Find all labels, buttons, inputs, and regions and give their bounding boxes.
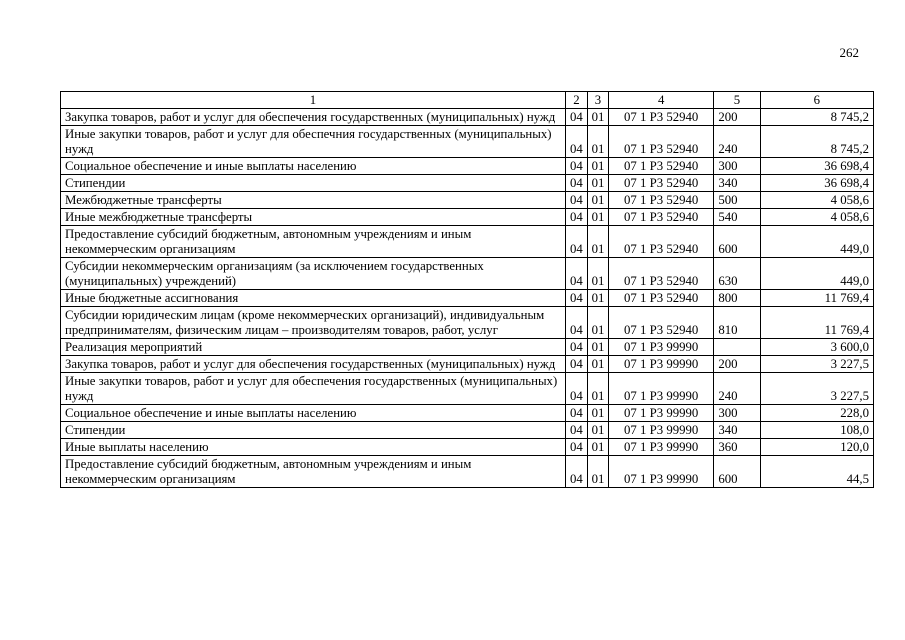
row-target-article-cell: 07 1 Р3 52940 bbox=[609, 126, 714, 158]
table-row bbox=[61, 339, 874, 356]
row-target-article-cell: 07 1 Р3 99990 bbox=[609, 373, 714, 405]
row-name-cell: Иные выплаты населению bbox=[61, 439, 566, 456]
row-section-cell: 04 bbox=[565, 126, 587, 158]
row-amount-cell: 449,0 bbox=[760, 258, 873, 290]
row-subsection-cell: 01 bbox=[587, 192, 608, 209]
row-subsection-cell: 01 bbox=[587, 258, 608, 290]
row-name-cell: Иные бюджетные ассигнования bbox=[61, 290, 566, 307]
row-section-cell: 04 bbox=[565, 339, 587, 356]
row-amount-cell: 8 745,2 bbox=[760, 109, 873, 126]
page-number: 262 bbox=[839, 45, 859, 60]
row-target-article-cell: 07 1 Р3 99990 bbox=[609, 339, 714, 356]
row-expense-type-cell: 200 bbox=[714, 109, 760, 126]
row-target-article-cell: 07 1 Р3 99990 bbox=[609, 439, 714, 456]
table-row bbox=[61, 226, 874, 258]
row-target-article-cell: 07 1 Р3 52940 bbox=[609, 158, 714, 175]
row-section-cell: 04 bbox=[565, 356, 587, 373]
table-row bbox=[61, 439, 874, 456]
header-col-1: 1 bbox=[61, 92, 566, 109]
row-section-cell: 04 bbox=[565, 373, 587, 405]
row-subsection-cell: 01 bbox=[587, 356, 608, 373]
row-section-cell: 04 bbox=[565, 175, 587, 192]
table-row bbox=[61, 192, 874, 209]
table-row bbox=[61, 158, 874, 175]
row-target-article-cell: 07 1 Р3 52940 bbox=[609, 290, 714, 307]
row-name-cell: Предоставление субсидий бюджетным, автономным учреждениям и иным некоммерческим организациям bbox=[61, 226, 566, 258]
row-amount-cell: 36 698,4 bbox=[760, 158, 873, 175]
row-section-cell: 04 bbox=[565, 158, 587, 175]
row-target-article-cell: 07 1 Р3 99990 bbox=[609, 356, 714, 373]
row-subsection-cell: 01 bbox=[587, 290, 608, 307]
row-expense-type-cell: 500 bbox=[714, 192, 760, 209]
row-amount-cell: 108,0 bbox=[760, 422, 873, 439]
row-amount-cell: 3 600,0 bbox=[760, 339, 873, 356]
row-expense-type-cell bbox=[714, 339, 760, 356]
row-expense-type-cell: 200 bbox=[714, 356, 760, 373]
table-row bbox=[61, 405, 874, 422]
row-expense-type-cell: 810 bbox=[714, 307, 760, 339]
table-row bbox=[61, 126, 874, 158]
row-subsection-cell: 01 bbox=[587, 439, 608, 456]
row-amount-cell: 36 698,4 bbox=[760, 175, 873, 192]
row-target-article-cell: 07 1 Р3 99990 bbox=[609, 405, 714, 422]
row-name-cell: Субсидии юридическим лицам (кроме некоммерческих организаций), индивидуальным предпринимателям, физическим лицам – производителям товаров, работ, услуг bbox=[61, 307, 566, 339]
row-section-cell: 04 bbox=[565, 258, 587, 290]
row-section-cell: 04 bbox=[565, 307, 587, 339]
row-expense-type-cell: 300 bbox=[714, 158, 760, 175]
table-row bbox=[61, 307, 874, 339]
row-section-cell: 04 bbox=[565, 290, 587, 307]
row-name-cell: Реализация мероприятий bbox=[61, 339, 566, 356]
row-expense-type-cell: 600 bbox=[714, 456, 760, 488]
row-name-cell: Предоставление субсидий бюджетным, автономным учреждениям и иным некоммерческим организациям bbox=[61, 456, 566, 488]
table-row bbox=[61, 258, 874, 290]
row-expense-type-cell: 540 bbox=[714, 209, 760, 226]
table-row bbox=[61, 373, 874, 405]
row-expense-type-cell: 240 bbox=[714, 373, 760, 405]
row-name-cell: Межбюджетные трансферты bbox=[61, 192, 566, 209]
row-expense-type-cell: 300 bbox=[714, 405, 760, 422]
header-col-4: 4 bbox=[609, 92, 714, 109]
row-expense-type-cell: 240 bbox=[714, 126, 760, 158]
row-amount-cell: 3 227,5 bbox=[760, 356, 873, 373]
row-subsection-cell: 01 bbox=[587, 126, 608, 158]
row-section-cell: 04 bbox=[565, 109, 587, 126]
row-subsection-cell: 01 bbox=[587, 175, 608, 192]
row-amount-cell: 11 769,4 bbox=[760, 290, 873, 307]
row-name-cell: Стипендии bbox=[61, 175, 566, 192]
table-row bbox=[61, 209, 874, 226]
row-subsection-cell: 01 bbox=[587, 456, 608, 488]
row-subsection-cell: 01 bbox=[587, 226, 608, 258]
row-name-cell: Закупка товаров, работ и услуг для обеспечения государственных (муниципальных) нужд bbox=[61, 356, 566, 373]
row-section-cell: 04 bbox=[565, 422, 587, 439]
table-body bbox=[61, 109, 874, 488]
row-amount-cell: 44,5 bbox=[760, 456, 873, 488]
row-name-cell: Субсидии некоммерческим организациям (за исключением государственных (муниципальных) учреждений) bbox=[61, 258, 566, 290]
header-col-2: 2 bbox=[565, 92, 587, 109]
row-amount-cell: 449,0 bbox=[760, 226, 873, 258]
table-header bbox=[61, 92, 874, 109]
header-col-3: 3 bbox=[587, 92, 608, 109]
row-subsection-cell: 01 bbox=[587, 158, 608, 175]
row-subsection-cell: 01 bbox=[587, 109, 608, 126]
row-expense-type-cell: 600 bbox=[714, 226, 760, 258]
row-section-cell: 04 bbox=[565, 456, 587, 488]
row-target-article-cell: 07 1 Р3 52940 bbox=[609, 209, 714, 226]
row-amount-cell: 120,0 bbox=[760, 439, 873, 456]
row-target-article-cell: 07 1 Р3 52940 bbox=[609, 192, 714, 209]
row-subsection-cell: 01 bbox=[587, 339, 608, 356]
row-name-cell: Закупка товаров, работ и услуг для обеспечения государственных (муниципальных) нужд bbox=[61, 109, 566, 126]
table-row bbox=[61, 175, 874, 192]
row-section-cell: 04 bbox=[565, 209, 587, 226]
row-expense-type-cell: 360 bbox=[714, 439, 760, 456]
row-expense-type-cell: 630 bbox=[714, 258, 760, 290]
row-name-cell: Социальное обеспечение и иные выплаты населению bbox=[61, 405, 566, 422]
row-amount-cell: 4 058,6 bbox=[760, 192, 873, 209]
table-row bbox=[61, 356, 874, 373]
row-target-article-cell: 07 1 Р3 52940 bbox=[609, 109, 714, 126]
row-section-cell: 04 bbox=[565, 439, 587, 456]
table-row bbox=[61, 456, 874, 488]
row-section-cell: 04 bbox=[565, 192, 587, 209]
row-section-cell: 04 bbox=[565, 226, 587, 258]
table-row bbox=[61, 109, 874, 126]
row-subsection-cell: 01 bbox=[587, 307, 608, 339]
row-name-cell: Иные межбюджетные трансферты bbox=[61, 209, 566, 226]
row-expense-type-cell: 340 bbox=[714, 175, 760, 192]
row-amount-cell: 4 058,6 bbox=[760, 209, 873, 226]
budget-table bbox=[60, 91, 874, 488]
row-target-article-cell: 07 1 Р3 52940 bbox=[609, 226, 714, 258]
row-amount-cell: 8 745,2 bbox=[760, 126, 873, 158]
row-subsection-cell: 01 bbox=[587, 373, 608, 405]
row-expense-type-cell: 340 bbox=[714, 422, 760, 439]
row-amount-cell: 11 769,4 bbox=[760, 307, 873, 339]
row-target-article-cell: 07 1 Р3 52940 bbox=[609, 307, 714, 339]
row-target-article-cell: 07 1 Р3 52940 bbox=[609, 258, 714, 290]
row-target-article-cell: 07 1 Р3 99990 bbox=[609, 456, 714, 488]
header-col-6: 6 bbox=[760, 92, 873, 109]
row-expense-type-cell: 800 bbox=[714, 290, 760, 307]
row-name-cell: Иные закупки товаров, работ и услуг для обеспечения государственных (муниципальных) нужд bbox=[61, 373, 566, 405]
row-target-article-cell: 07 1 Р3 99990 bbox=[609, 422, 714, 439]
table-row bbox=[61, 422, 874, 439]
row-name-cell: Иные закупки товаров, работ и услуг для обеспечния государственных (муниципальных) нужд bbox=[61, 126, 566, 158]
row-subsection-cell: 01 bbox=[587, 209, 608, 226]
row-subsection-cell: 01 bbox=[587, 405, 608, 422]
row-name-cell: Стипендии bbox=[61, 422, 566, 439]
table-row bbox=[61, 290, 874, 307]
header-row bbox=[61, 92, 874, 109]
row-subsection-cell: 01 bbox=[587, 422, 608, 439]
row-section-cell: 04 bbox=[565, 405, 587, 422]
row-amount-cell: 228,0 bbox=[760, 405, 873, 422]
row-name-cell: Социальное обеспечение и иные выплаты населению bbox=[61, 158, 566, 175]
row-amount-cell: 3 227,5 bbox=[760, 373, 873, 405]
header-col-5: 5 bbox=[714, 92, 760, 109]
row-target-article-cell: 07 1 Р3 52940 bbox=[609, 175, 714, 192]
